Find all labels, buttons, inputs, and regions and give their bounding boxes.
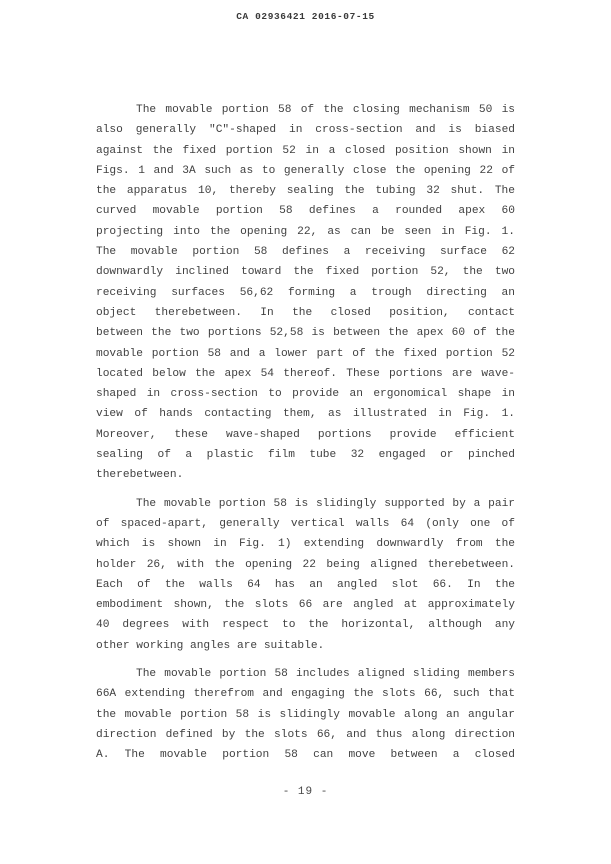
text-line: view of hands contacting them, as illustrated in Fig. 1. (96, 408, 515, 421)
text-line: Figs. 1 and 3A such as to generally close the opening 22 of (96, 164, 515, 177)
text-line: Each of the walls 64 has an angled slot 66. In the (96, 578, 515, 591)
text-line: other working angles are suitable. (96, 639, 325, 652)
paragraph (96, 100, 515, 486)
text-line: 40 degrees with respect to the horizontal, although any (96, 619, 515, 632)
text-line: curved movable portion 58 defines a rounded apex 60 (96, 205, 515, 218)
text-line: 66A extending therefrom and engaging the slots 66, such that (96, 688, 515, 701)
text-line: direction defined by the slots 66, and thus along direction (96, 728, 515, 741)
text-line: the movable portion 58 is slidingly movable along an angular (96, 708, 515, 721)
paragraph (96, 494, 515, 656)
text-line: of spaced-apart, generally vertical walls 64 (only one of (96, 517, 515, 530)
text-line: therebetween. (96, 469, 184, 482)
text-line: downwardly inclined toward the fixed portion 52, the two (96, 266, 515, 279)
text-line: projecting into the opening 22, as can be seen in Fig. 1. (96, 225, 515, 238)
text-line: embodiment shown, the slots 66 are angled at approximately (96, 599, 515, 612)
text-line: The movable portion 58 includes aligned sliding members (136, 668, 515, 681)
text-line: The movable portion 58 of the closing mechanism 50 is (136, 104, 515, 116)
text-line: located below the apex 54 thereof. These portions are wave- (96, 367, 515, 380)
text-line: holder 26, with the opening 22 being aligned therebetween. (96, 558, 515, 571)
text-line: shaped in cross-section to provide an ergonomical shape in (96, 388, 515, 401)
text-line: which is shown in Fig. 1) extending downwardly from the (96, 538, 515, 551)
text-line: A. The movable portion 58 can move between a closed (96, 749, 515, 762)
text-line: Moreover, these wave-shaped portions provide efficient (96, 428, 515, 441)
text-line: movable portion 58 and a lower part of the fixed portion 52 (96, 347, 515, 360)
page-number: - 19 - (282, 786, 329, 798)
document-body (96, 100, 515, 774)
document-id-header: CA 02936421 2016-07-15 (236, 11, 375, 22)
text-line: also generally "C"-shaped in cross-section and is biased (96, 124, 515, 137)
text-line: sealing of a plastic film tube 32 engaged or pinched (96, 449, 515, 462)
text-line: the apparatus 10, thereby sealing the tubing 32 shut. The (96, 185, 515, 198)
text-line: between the two portions 52,58 is between the apex 60 of the (96, 327, 515, 340)
paragraph (96, 664, 515, 765)
text-line: The movable portion 58 defines a receiving surface 62 (96, 246, 515, 259)
text-line: against the fixed portion 52 in a closed position shown in (96, 144, 515, 157)
text-line: object therebetween. In the closed position, contact (96, 306, 515, 319)
text-line: receiving surfaces 56,62 forming a trough directing an (96, 286, 515, 299)
text-line: The movable portion 58 is slidingly supported by a pair (136, 497, 515, 510)
